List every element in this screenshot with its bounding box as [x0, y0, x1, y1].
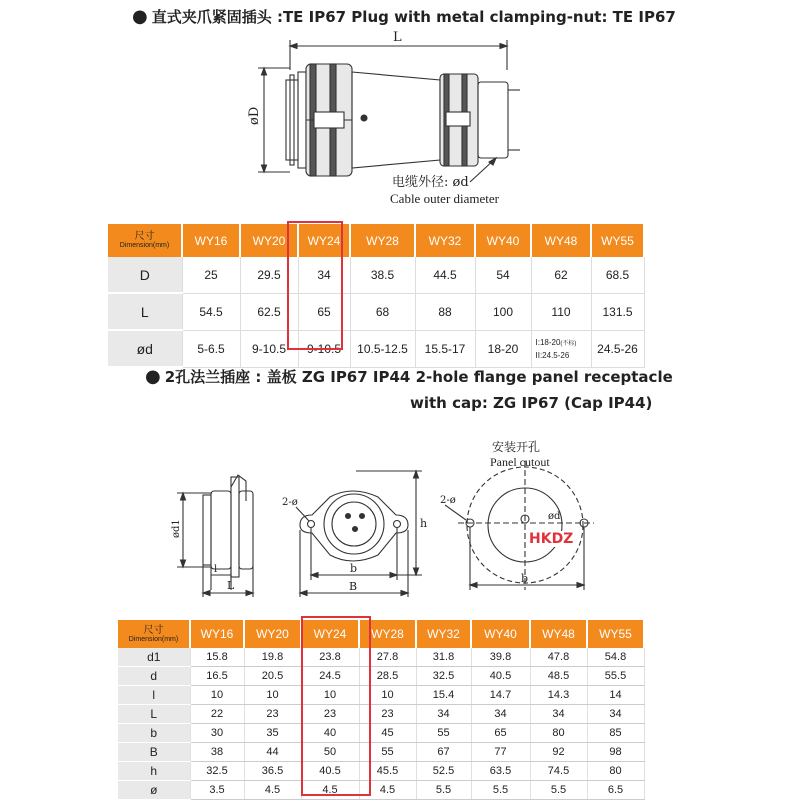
row-label: l [118, 686, 190, 705]
table-cell: 23.8 [301, 648, 359, 667]
column-header: WY28 [359, 620, 416, 648]
column-header: WY32 [416, 620, 471, 648]
table-cell: 88 [415, 293, 475, 330]
table-cell: 4.5 [359, 781, 416, 800]
watermark-logo: HKDZ [529, 531, 574, 547]
table-cell: 65 [298, 293, 350, 330]
table-cell: 65 [471, 724, 530, 743]
table-cell: 54.8 [587, 648, 644, 667]
table-cell: 55.5 [587, 667, 644, 686]
table-row [118, 705, 644, 724]
table-cell: 14.3 [530, 686, 587, 705]
column-header: WY32 [415, 224, 475, 257]
section2-heading-line2: with cap: ZG IP67 (Cap IP44) [410, 394, 653, 412]
table-cell: 110 [531, 293, 591, 330]
table-cell: 38.5 [350, 257, 415, 293]
column-header: WY40 [471, 620, 530, 648]
table-cell: 27.8 [359, 648, 416, 667]
wy24-highlight-top [287, 221, 343, 350]
cable-label-en: Cable outer diameter [390, 191, 500, 206]
table-cell: 23 [359, 705, 416, 724]
cell-line-1: I:18-20 [535, 337, 561, 347]
table-cell: 16.5 [190, 667, 244, 686]
table-cell: 22 [190, 705, 244, 724]
table-cell: 5.5 [530, 781, 587, 800]
side-l-label: l [214, 564, 218, 575]
table-corner: 尺寸 Dimension(mm) [118, 620, 190, 648]
table-cell: 98 [587, 743, 644, 762]
table-cell: 10 [359, 686, 416, 705]
table-cell: 40.5 [301, 762, 359, 781]
table-cell: 4.5 [244, 781, 301, 800]
table-cell: 9-10.5 [298, 330, 350, 367]
table-cell: 5-6.5 [182, 330, 240, 367]
table-cell: 24.5 [301, 667, 359, 686]
row-label: B [118, 743, 190, 762]
column-header: WY40 [475, 224, 531, 257]
table-cell: 67 [416, 743, 471, 762]
wy24-highlight-bottom [301, 616, 371, 796]
table-cell: 18-20 [475, 330, 531, 367]
table-cell: 24.5-26 [591, 330, 644, 367]
table-cell: 34 [471, 705, 530, 724]
table-cell: 31.8 [416, 648, 471, 667]
table-cell: 28.5 [359, 667, 416, 686]
table-cell: 5.5 [471, 781, 530, 800]
table-header-row [108, 224, 644, 257]
table-cell: 45.5 [359, 762, 416, 781]
column-header: WY28 [350, 224, 415, 257]
column-header: WY20 [244, 620, 301, 648]
table-cell: 77 [471, 743, 530, 762]
cutout-b-label: b [521, 572, 529, 585]
table-cell: 10 [190, 686, 244, 705]
table-row [118, 686, 644, 705]
table-cell: 62 [531, 257, 591, 293]
column-header: WY24 [301, 620, 359, 648]
table-cell: 15.4 [416, 686, 471, 705]
table-row [118, 667, 644, 686]
table-row [108, 257, 644, 293]
table-cell: 131.5 [591, 293, 644, 330]
table-corner: 尺寸 Dimension(mm) [108, 224, 182, 257]
table-cell: 45 [359, 724, 416, 743]
table-cell: 14 [587, 686, 644, 705]
receptacle-spec-table [118, 620, 645, 800]
row-label: L [118, 705, 190, 724]
table-cell: 68 [350, 293, 415, 330]
table-cell: 52.5 [416, 762, 471, 781]
table-cell-two-line [531, 330, 591, 367]
table-cell: 39.8 [471, 648, 530, 667]
table-cell: 29.5 [240, 257, 298, 293]
column-header: WY16 [190, 620, 244, 648]
table-row [108, 330, 644, 367]
table-cell: 23 [301, 705, 359, 724]
table-cell: 40 [301, 724, 359, 743]
table-cell: 34 [298, 257, 350, 293]
row-label: ø [118, 781, 190, 800]
table-cell: 47.8 [530, 648, 587, 667]
column-header: WY24 [298, 224, 350, 257]
table-cell: 63.5 [471, 762, 530, 781]
row-label: ød [108, 330, 182, 367]
side-L-label: L [227, 579, 235, 592]
table-cell: 34 [530, 705, 587, 724]
cell-line-2: II:24.5-26 [535, 350, 570, 360]
row-label: d1 [118, 648, 190, 667]
table-cell: 48.5 [530, 667, 587, 686]
row-label: h [118, 762, 190, 781]
table-cell: 44.5 [415, 257, 475, 293]
table-cell: 3.5 [190, 781, 244, 800]
table-cell: 36.5 [244, 762, 301, 781]
row-label: d [118, 667, 190, 686]
front-h-label: h [420, 517, 428, 530]
table-cell: 44 [244, 743, 301, 762]
table-cell: 23 [244, 705, 301, 724]
table-cell: 15.5-17 [415, 330, 475, 367]
table-cell: 35 [244, 724, 301, 743]
plug-diagram [0, 0, 800, 215]
table-row [108, 293, 644, 330]
table-row [118, 762, 644, 781]
table-cell: 80 [530, 724, 587, 743]
column-header: WY20 [240, 224, 298, 257]
section2-heading: ● 2孔法兰插座 : 盖板 ZG IP67 IP44 2-hole flange panel receptacle [145, 366, 673, 387]
table-cell: 25 [182, 257, 240, 293]
table-cell: 54 [475, 257, 531, 293]
table-header-row [118, 620, 644, 648]
front-b-label: b [350, 562, 358, 575]
table-cell: 68.5 [591, 257, 644, 293]
label-D: øD [247, 106, 262, 125]
table-cell: 10 [244, 686, 301, 705]
table-cell: 55 [416, 724, 471, 743]
table-cell: 20.5 [244, 667, 301, 686]
column-header: WY48 [530, 620, 587, 648]
table-cell: 50 [301, 743, 359, 762]
row-label: L [108, 293, 182, 330]
label-L: L [393, 30, 402, 45]
cutout-d-label: ød [548, 511, 561, 522]
table-cell: 80 [587, 762, 644, 781]
cutout-hole-label: 2-ø [440, 495, 456, 506]
cutout-en-label: Panel cutout [490, 455, 550, 469]
cell-note: (不标) [560, 340, 577, 347]
cutout-zh-label: 安装开孔 [492, 440, 541, 454]
row-label: b [118, 724, 190, 743]
front-B-label: B [349, 580, 358, 593]
plug-spec-table [108, 224, 645, 368]
cable-label-zh: 电缆外径: ød [392, 175, 469, 190]
table-cell: 30 [190, 724, 244, 743]
table-row [118, 648, 644, 667]
table-cell: 10.5-12.5 [350, 330, 415, 367]
table-cell: 40.5 [471, 667, 530, 686]
table-row [118, 724, 644, 743]
table-cell: 85 [587, 724, 644, 743]
table-cell: 55 [359, 743, 416, 762]
table-cell: 14.7 [471, 686, 530, 705]
column-header: WY48 [531, 224, 591, 257]
table-cell: 4.5 [301, 781, 359, 800]
table-cell: 34 [416, 705, 471, 724]
table-cell: 32.5 [190, 762, 244, 781]
table-cell: 74.5 [530, 762, 587, 781]
table-cell: 100 [475, 293, 531, 330]
table-cell: 92 [530, 743, 587, 762]
column-header: WY55 [591, 224, 644, 257]
table-cell: 38 [190, 743, 244, 762]
table-cell: 19.8 [244, 648, 301, 667]
table-row [118, 743, 644, 762]
table-cell: 54.5 [182, 293, 240, 330]
table-cell: 62.5 [240, 293, 298, 330]
table-row [118, 781, 644, 800]
table-cell: 6.5 [587, 781, 644, 800]
table-cell: 34 [587, 705, 644, 724]
front-hole-label: 2-ø [282, 497, 298, 508]
table-cell: 32.5 [416, 667, 471, 686]
column-header: WY55 [587, 620, 644, 648]
row-label: D [108, 257, 182, 293]
receptacle-diagram [0, 415, 800, 615]
section1-heading: ● 直式夹爪紧固插头 :TE IP67 Plug with metal clamping-nut: TE IP67 [132, 6, 676, 27]
side-d1-label: ød1 [171, 519, 182, 538]
table-cell: 15.8 [190, 648, 244, 667]
column-header: WY16 [182, 224, 240, 257]
table-cell: 5.5 [416, 781, 471, 800]
table-cell: 10 [301, 686, 359, 705]
table-cell: 9-10.5 [240, 330, 298, 367]
